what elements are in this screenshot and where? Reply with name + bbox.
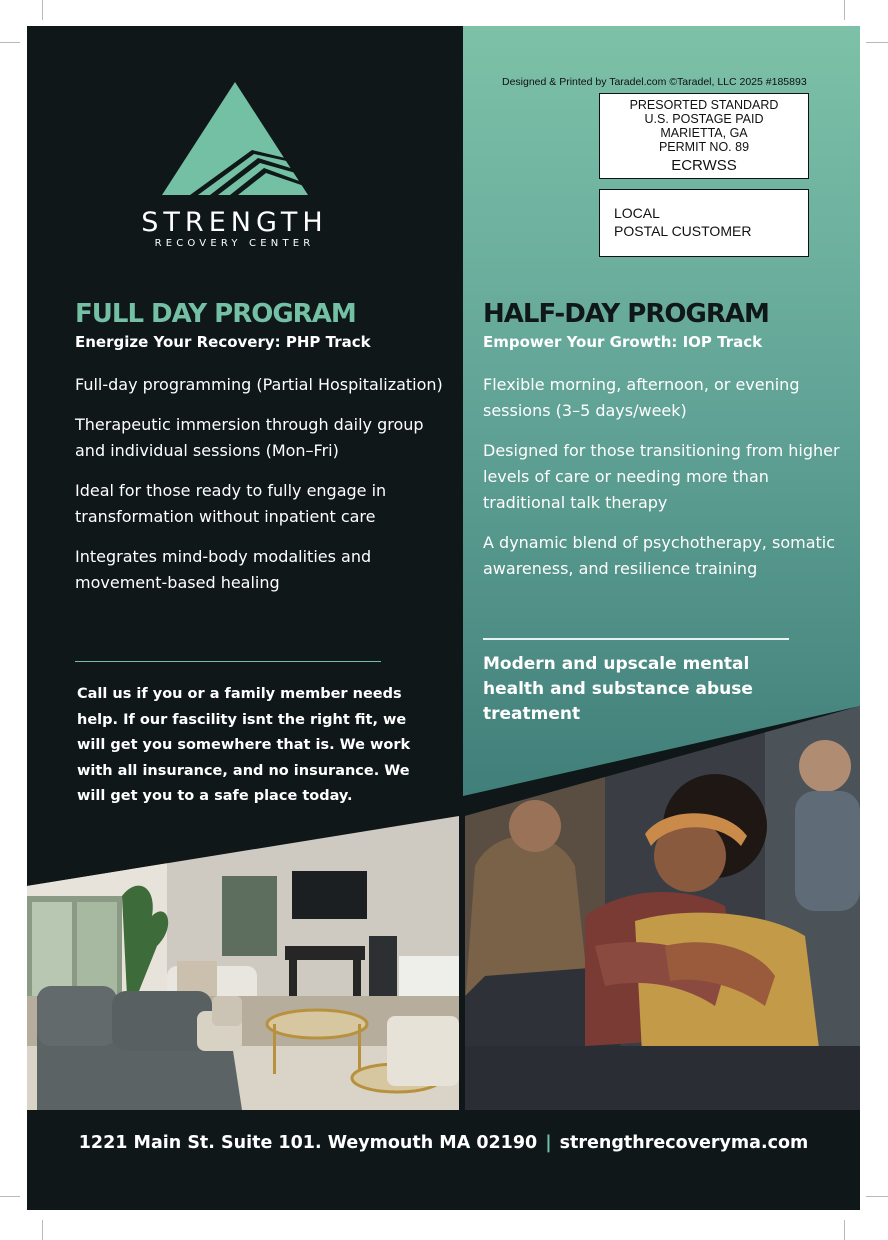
logo-wordmark: STRENGTH [141,207,328,238]
postage-permit-box [599,93,809,179]
address-box [599,189,809,257]
permit-line: PRESORTED STANDARD [629,98,779,112]
tagline: Modern and upscale mental health and substance abuse treatment [483,654,753,724]
footer-address: 1221 Main St. Suite 101. Weymouth MA 02190 [78,1133,538,1153]
crop-mark [0,42,20,43]
half-day-bullets [483,372,843,582]
crop-mark [844,0,845,20]
footer-website[interactable]: strengthrecoveryma.com [559,1133,809,1153]
list-item: Integrates mind-body modalities and movement-based healing [75,547,372,592]
triangle-mountain-logo-icon [160,82,310,197]
call-us-text: Call us if you or a family member needs help. If our fascility isnt the right fit, we will get you somewhere that is. We work with all insurance, and no insurance. We will get you to a safe place today. [77,686,411,804]
crop-mark [42,0,43,20]
crop-mark [0,1196,20,1197]
full-day-title: FULL DAY PROGRAM [75,299,356,329]
printer-credit: Designed & Printed by Taradel.com ©Taradel, LLC 2025 #185893 [502,76,807,88]
footer [27,1133,860,1153]
permit-line: MARIETTA, GA [660,126,748,140]
footer-separator: | [545,1133,552,1153]
permit-line: U.S. POSTAGE PAID [644,112,764,126]
divider [483,638,789,640]
crop-mark [42,1220,43,1240]
crop-mark [844,1220,845,1240]
list-item: Full-day programming (Partial Hospitalization) [75,375,443,394]
list-item: Designed for those transitioning from higher levels of care or needing more than traditional talk therapy [483,441,840,512]
list-item: A dynamic blend of psychotherapy, somatic awareness, and resilience training [483,533,836,578]
half-day-subtitle: Empower Your Growth: IOP Track [483,333,763,351]
full-day-bullets [75,372,455,596]
permit-ecrwss: ECRWSS [671,157,737,174]
list-item: Therapeutic immersion through daily group and individual sessions (Mon–Fri) [75,415,424,460]
postcard [27,26,860,1210]
half-day-title: HALF-DAY PROGRAM [483,299,769,329]
divider [75,661,381,662]
full-day-subtitle: Energize Your Recovery: PHP Track [75,333,371,351]
crop-mark [866,1196,888,1197]
list-item: Ideal for those ready to fully engage in transformation without inpatient care [75,481,387,526]
logo [127,82,342,250]
full-day-program [75,298,455,610]
address-line-1: LOCAL [614,205,660,221]
address-line-2: POSTAL CUSTOMER [614,223,752,239]
half-day-program [483,298,843,596]
lounge-illustration [27,816,459,1110]
list-item: Flexible morning, afternoon, or evening sessions (3–5 days/week) [483,375,800,420]
lounge-photo [27,816,459,1110]
crop-mark [866,42,888,43]
logo-subtitle: RECOVERY CENTER [154,238,315,249]
permit-line: PERMIT NO. 89 [658,140,750,154]
